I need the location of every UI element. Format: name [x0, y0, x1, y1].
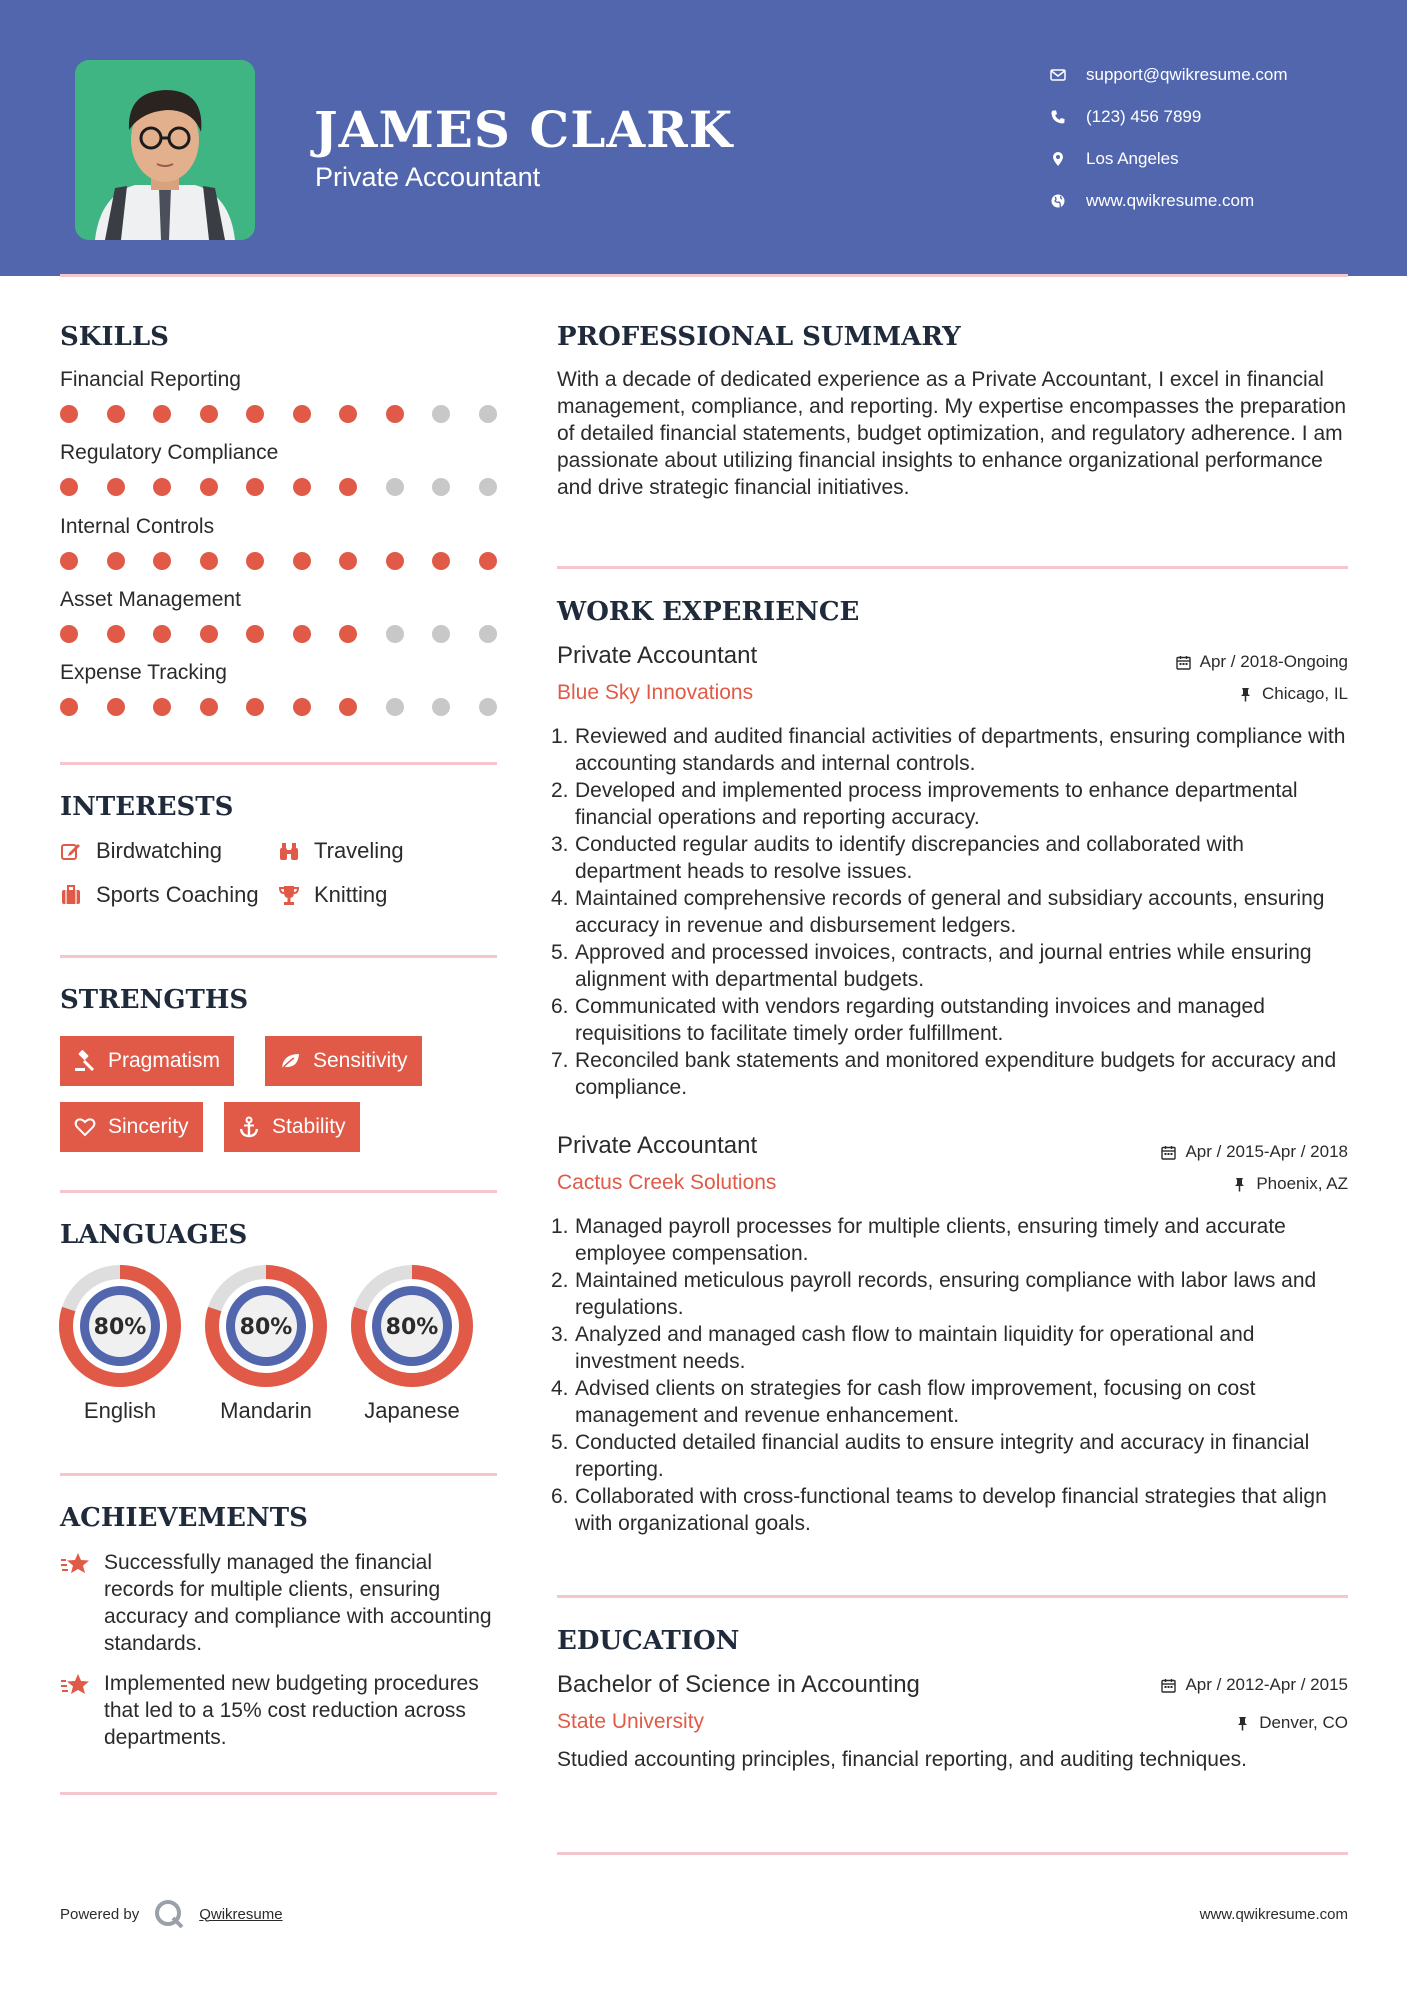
- language-percent-label: 80%: [93, 1315, 147, 1340]
- skill-dot-filled: [107, 552, 125, 570]
- list-text: Managed payroll processes for multiple clients, ensuring timely and accurate employee compensation.: [575, 1215, 1286, 1265]
- list-number: 1.: [551, 1215, 569, 1238]
- skill-rating: [60, 478, 500, 498]
- education-dates: [1161, 1675, 1348, 1695]
- strength-label: Sensitivity: [313, 1049, 408, 1072]
- list-item: [551, 1047, 1347, 1101]
- skill-dot-filled: [246, 478, 264, 496]
- interest-label: Knitting: [314, 882, 388, 907]
- contact-website[interactable]: [1050, 180, 1380, 222]
- skill-dot-filled: [107, 405, 125, 423]
- strength-label: Sincerity: [108, 1115, 189, 1138]
- skill-dot-filled: [107, 625, 125, 643]
- skill-dot-filled: [107, 698, 125, 716]
- achievements-heading: ACHIEVEMENTS: [60, 1503, 308, 1533]
- skill-dot-filled: [386, 405, 404, 423]
- skill-dot-filled: [60, 478, 78, 496]
- list-text: Reconciled bank statements and monitored expenditure budgets for accuracy and compliance.: [575, 1049, 1337, 1099]
- section-divider: [557, 566, 1348, 569]
- language-item: [204, 1264, 328, 1424]
- skill-rating: [60, 552, 500, 572]
- skill-dot-filled: [293, 698, 311, 716]
- section-divider: [60, 955, 497, 958]
- list-item: [551, 777, 1347, 831]
- skill-dot-filled: [60, 552, 78, 570]
- skill-dot-filled: [60, 625, 78, 643]
- skill-dot-filled: [339, 552, 357, 570]
- job-dates: [1176, 652, 1348, 672]
- job-location: [1232, 1174, 1348, 1194]
- skill-dot-empty: [432, 698, 450, 716]
- skill-dot-filled: [200, 552, 218, 570]
- skill-label: Financial Reporting: [60, 368, 241, 391]
- languages-heading: LANGUAGES: [60, 1220, 248, 1250]
- job-dates-text: Apr / 2015-Apr / 2018: [1185, 1142, 1348, 1161]
- skills-heading: SKILLS: [60, 322, 169, 352]
- list-item: [551, 939, 1347, 993]
- list-item: [551, 1375, 1347, 1429]
- interest-label: Traveling: [314, 838, 404, 863]
- contact-email-text: support@qwikresume.com: [1086, 65, 1288, 84]
- pencil-square-icon: [60, 840, 82, 862]
- profile-photo: [75, 60, 255, 240]
- job-location-text: Chicago, IL: [1262, 684, 1348, 703]
- language-percent-label: 80%: [385, 1315, 439, 1340]
- header-divider: [60, 274, 1348, 277]
- list-text: Advised clients on strategies for cash flow improvement, focusing on cost management and revenue enhancement.: [575, 1377, 1256, 1427]
- skill-dot-filled: [339, 405, 357, 423]
- list-text: Maintained comprehensive records of general and subsidiary accounts, ensuring accuracy in revenue and disbursement ledgers.: [575, 887, 1325, 937]
- language-item: [350, 1264, 474, 1424]
- trophy-icon: [278, 884, 300, 906]
- strength-label: Stability: [272, 1115, 346, 1138]
- skill-dot-empty: [386, 625, 404, 643]
- skill-dot-filled: [246, 625, 264, 643]
- language-progress-ring: [350, 1264, 474, 1388]
- contact-phone-text: (123) 456 7899: [1086, 107, 1202, 126]
- brand-link[interactable]: Qwikresume: [199, 1905, 283, 1923]
- list-item: [551, 885, 1347, 939]
- language-item: [58, 1264, 182, 1424]
- list-text: Communicated with vendors regarding outstanding invoices and managed requisitions to facilitate timely order fulfillment.: [575, 995, 1265, 1045]
- pushpin-icon: [1238, 687, 1253, 702]
- achievement-text: Implemented new budgeting procedures that led to a 15% cost reduction across departments.: [104, 1672, 479, 1749]
- language-progress-ring: [58, 1264, 182, 1388]
- gavel-icon: [74, 1050, 96, 1072]
- achievement-text: Successfully managed the financial records for multiple clients, ensuring accuracy and compliance with accounting standards.: [104, 1551, 492, 1655]
- skill-dot-filled: [293, 478, 311, 496]
- contact-email[interactable]: [1050, 54, 1380, 96]
- achievement-item: [60, 1670, 500, 1751]
- language-name: English: [83, 1398, 157, 1423]
- interest-item: [278, 838, 404, 864]
- list-text: Approved and processed invoices, contracts, and journal entries while ensuring alignment with departmental budgets.: [575, 941, 1312, 991]
- language-name: Japanese: [364, 1398, 460, 1423]
- skill-dot-filled: [246, 698, 264, 716]
- list-number: 7.: [551, 1049, 569, 1072]
- star-burst-icon: [60, 1551, 92, 1577]
- language-progress-ring: [204, 1264, 328, 1388]
- pushpin-icon: [1235, 1716, 1250, 1731]
- section-divider: [60, 762, 497, 765]
- skill-rating: [60, 405, 500, 425]
- list-text: Analyzed and managed cash flow to maintain liquidity for operational and investment needs.: [575, 1323, 1255, 1373]
- list-item: [551, 1483, 1347, 1537]
- section-divider: [60, 1473, 497, 1476]
- strengths-heading: STRENGTHS: [60, 985, 249, 1015]
- candidate-name: JAMES CLARK: [314, 100, 734, 159]
- job-responsibilities: [551, 1213, 1347, 1537]
- education-location: [1235, 1713, 1348, 1733]
- contact-location: [1050, 138, 1380, 180]
- interest-item: [60, 838, 222, 864]
- list-text: Maintained meticulous payroll records, ensuring compliance with labor laws and regulations.: [575, 1269, 1317, 1319]
- contact-website-text: www.qwikresume.com: [1086, 191, 1255, 210]
- pushpin-icon: [1232, 1177, 1247, 1192]
- skill-dot-filled: [339, 625, 357, 643]
- interest-item: [60, 882, 259, 908]
- list-number: 2.: [551, 1269, 569, 1292]
- skill-label: Expense Tracking: [60, 661, 227, 684]
- skill-label: Asset Management: [60, 588, 241, 611]
- strength-chip: [224, 1102, 360, 1152]
- globe-icon: [1050, 193, 1086, 209]
- contact-phone[interactable]: [1050, 96, 1380, 138]
- calendar-icon: [1161, 1678, 1176, 1693]
- list-text: Reviewed and audited financial activities of departments, ensuring compliance with accounting standards and internal controls.: [575, 725, 1346, 775]
- list-text: Developed and implemented process improvements to enhance departmental financial operations and reporting accuracy.: [575, 779, 1298, 829]
- education-location-text: Denver, CO: [1259, 1713, 1348, 1732]
- list-text: Conducted regular audits to identify discrepancies and collaborated with department heads to resolve issues.: [575, 833, 1244, 883]
- education-dates-text: Apr / 2012-Apr / 2015: [1185, 1675, 1348, 1694]
- skill-dot-filled: [339, 698, 357, 716]
- skill-dot-filled: [60, 405, 78, 423]
- list-number: 6.: [551, 995, 569, 1018]
- skill-dot-filled: [153, 405, 171, 423]
- language-name: Mandarin: [220, 1398, 312, 1423]
- company-name: Cactus Creek Solutions: [557, 1171, 777, 1194]
- skill-dot-filled: [200, 698, 218, 716]
- phone-icon: [1050, 109, 1086, 125]
- job-dates: [1161, 1142, 1348, 1162]
- leaf-icon: [279, 1050, 301, 1072]
- skill-dot-filled: [60, 698, 78, 716]
- summary-heading: PROFESSIONAL SUMMARY: [557, 322, 961, 352]
- skill-dot-filled: [339, 478, 357, 496]
- star-burst-icon: [60, 1672, 92, 1698]
- skill-dot-empty: [386, 478, 404, 496]
- skill-dot-empty: [386, 698, 404, 716]
- list-number: 4.: [551, 1377, 569, 1400]
- list-item: [551, 1429, 1347, 1483]
- education-heading: EDUCATION: [557, 1626, 740, 1656]
- school-name: State University: [557, 1710, 705, 1733]
- job-title: Private Accountant: [557, 1132, 758, 1159]
- skill-dot-filled: [107, 478, 125, 496]
- interest-item: [278, 882, 387, 908]
- interest-label: Sports Coaching: [96, 882, 259, 907]
- skill-dot-empty: [432, 405, 450, 423]
- skill-dot-empty: [479, 478, 497, 496]
- skill-dot-filled: [293, 552, 311, 570]
- skill-dot-filled: [200, 478, 218, 496]
- list-number: 2.: [551, 779, 569, 802]
- section-divider: [557, 1595, 1348, 1598]
- section-divider: [60, 1792, 497, 1795]
- skill-label: Internal Controls: [60, 515, 215, 538]
- skill-dot-filled: [293, 405, 311, 423]
- list-number: 3.: [551, 833, 569, 856]
- strength-chip: [265, 1036, 422, 1086]
- skill-dot-filled: [200, 625, 218, 643]
- skill-dot-empty: [479, 625, 497, 643]
- calendar-icon: [1176, 655, 1191, 670]
- interests-heading: INTERESTS: [60, 792, 234, 822]
- contact-location-text: Los Angeles: [1086, 149, 1179, 168]
- section-divider: [557, 1852, 1348, 1855]
- skill-dot-filled: [479, 552, 497, 570]
- list-item: [551, 723, 1347, 777]
- heart-icon: [74, 1116, 96, 1138]
- portrait-image: [75, 60, 255, 240]
- skill-dot-filled: [293, 625, 311, 643]
- footer-powered-by: [60, 1898, 283, 1930]
- skill-dot-filled: [200, 405, 218, 423]
- skill-dot-empty: [432, 478, 450, 496]
- skill-dot-filled: [153, 552, 171, 570]
- education-description: Studied accounting principles, financial reporting, and auditing techniques.: [557, 1748, 1247, 1771]
- strength-chip: [60, 1036, 234, 1086]
- list-item: [551, 1321, 1347, 1375]
- skill-rating: [60, 698, 500, 718]
- anchor-icon: [238, 1116, 260, 1138]
- list-number: 6.: [551, 1485, 569, 1508]
- powered-by-text: Powered by: [60, 1905, 140, 1923]
- list-text: Conducted detailed financial audits to ensure integrity and accuracy in financial reporting.: [575, 1431, 1310, 1481]
- skill-dot-filled: [153, 625, 171, 643]
- interest-label: Birdwatching: [96, 838, 222, 863]
- job-location-text: Phoenix, AZ: [1256, 1174, 1348, 1193]
- briefcase-icon: [60, 884, 82, 906]
- list-item: [551, 993, 1347, 1047]
- job-responsibilities: [551, 723, 1347, 1101]
- list-number: 5.: [551, 941, 569, 964]
- job-title: Private Accountant: [557, 642, 758, 669]
- language-percent-label: 80%: [239, 1315, 293, 1340]
- strength-chip: [60, 1102, 203, 1152]
- map-pin-icon: [1050, 151, 1086, 167]
- skill-dot-empty: [432, 625, 450, 643]
- list-item: [551, 831, 1347, 885]
- skill-dot-filled: [153, 478, 171, 496]
- skill-rating: [60, 625, 500, 645]
- experience-heading: WORK EXPERIENCE: [557, 597, 860, 627]
- calendar-icon: [1161, 1145, 1176, 1160]
- list-text: Collaborated with cross-functional teams to develop financial strategies that align with organizational goals.: [575, 1485, 1327, 1535]
- qwikresume-logo-icon: [153, 1898, 185, 1930]
- skill-dot-filled: [432, 552, 450, 570]
- strength-label: Pragmatism: [108, 1049, 221, 1072]
- skill-dot-filled: [153, 698, 171, 716]
- summary-text: With a decade of dedicated experience as a Private Accountant, I excel in financial management, compliance, and reporting. My expertise encompasses the preparation of detailed financial statements, budget optimization, and regulatory adherence. I am passionate about utilizing financial insights to enhance organizational performance and drive strategic financial initiatives.: [557, 368, 1347, 499]
- job-dates-text: Apr / 2018-Ongoing: [1199, 652, 1348, 671]
- skill-dot-filled: [246, 552, 264, 570]
- list-number: 1.: [551, 725, 569, 748]
- contact-list: [1050, 54, 1380, 222]
- envelope-icon: [1050, 67, 1086, 83]
- list-number: 3.: [551, 1323, 569, 1346]
- candidate-role: Private Accountant: [315, 162, 541, 192]
- skill-label: Regulatory Compliance: [60, 441, 279, 464]
- achievement-item: [60, 1549, 500, 1657]
- skill-dot-filled: [246, 405, 264, 423]
- section-divider: [60, 1190, 497, 1193]
- skill-dot-empty: [479, 405, 497, 423]
- resume-header: [0, 0, 1407, 276]
- footer-website-link[interactable]: www.qwikresume.com: [1199, 1906, 1348, 1923]
- degree-title: Bachelor of Science in Accounting: [557, 1671, 920, 1698]
- company-name: Blue Sky Innovations: [557, 681, 754, 704]
- list-number: 5.: [551, 1431, 569, 1454]
- skill-dot-empty: [479, 698, 497, 716]
- list-item: [551, 1213, 1347, 1267]
- binoculars-icon: [278, 840, 300, 862]
- job-location: [1238, 684, 1348, 704]
- list-item: [551, 1267, 1347, 1321]
- list-number: 4.: [551, 887, 569, 910]
- skill-dot-filled: [386, 552, 404, 570]
